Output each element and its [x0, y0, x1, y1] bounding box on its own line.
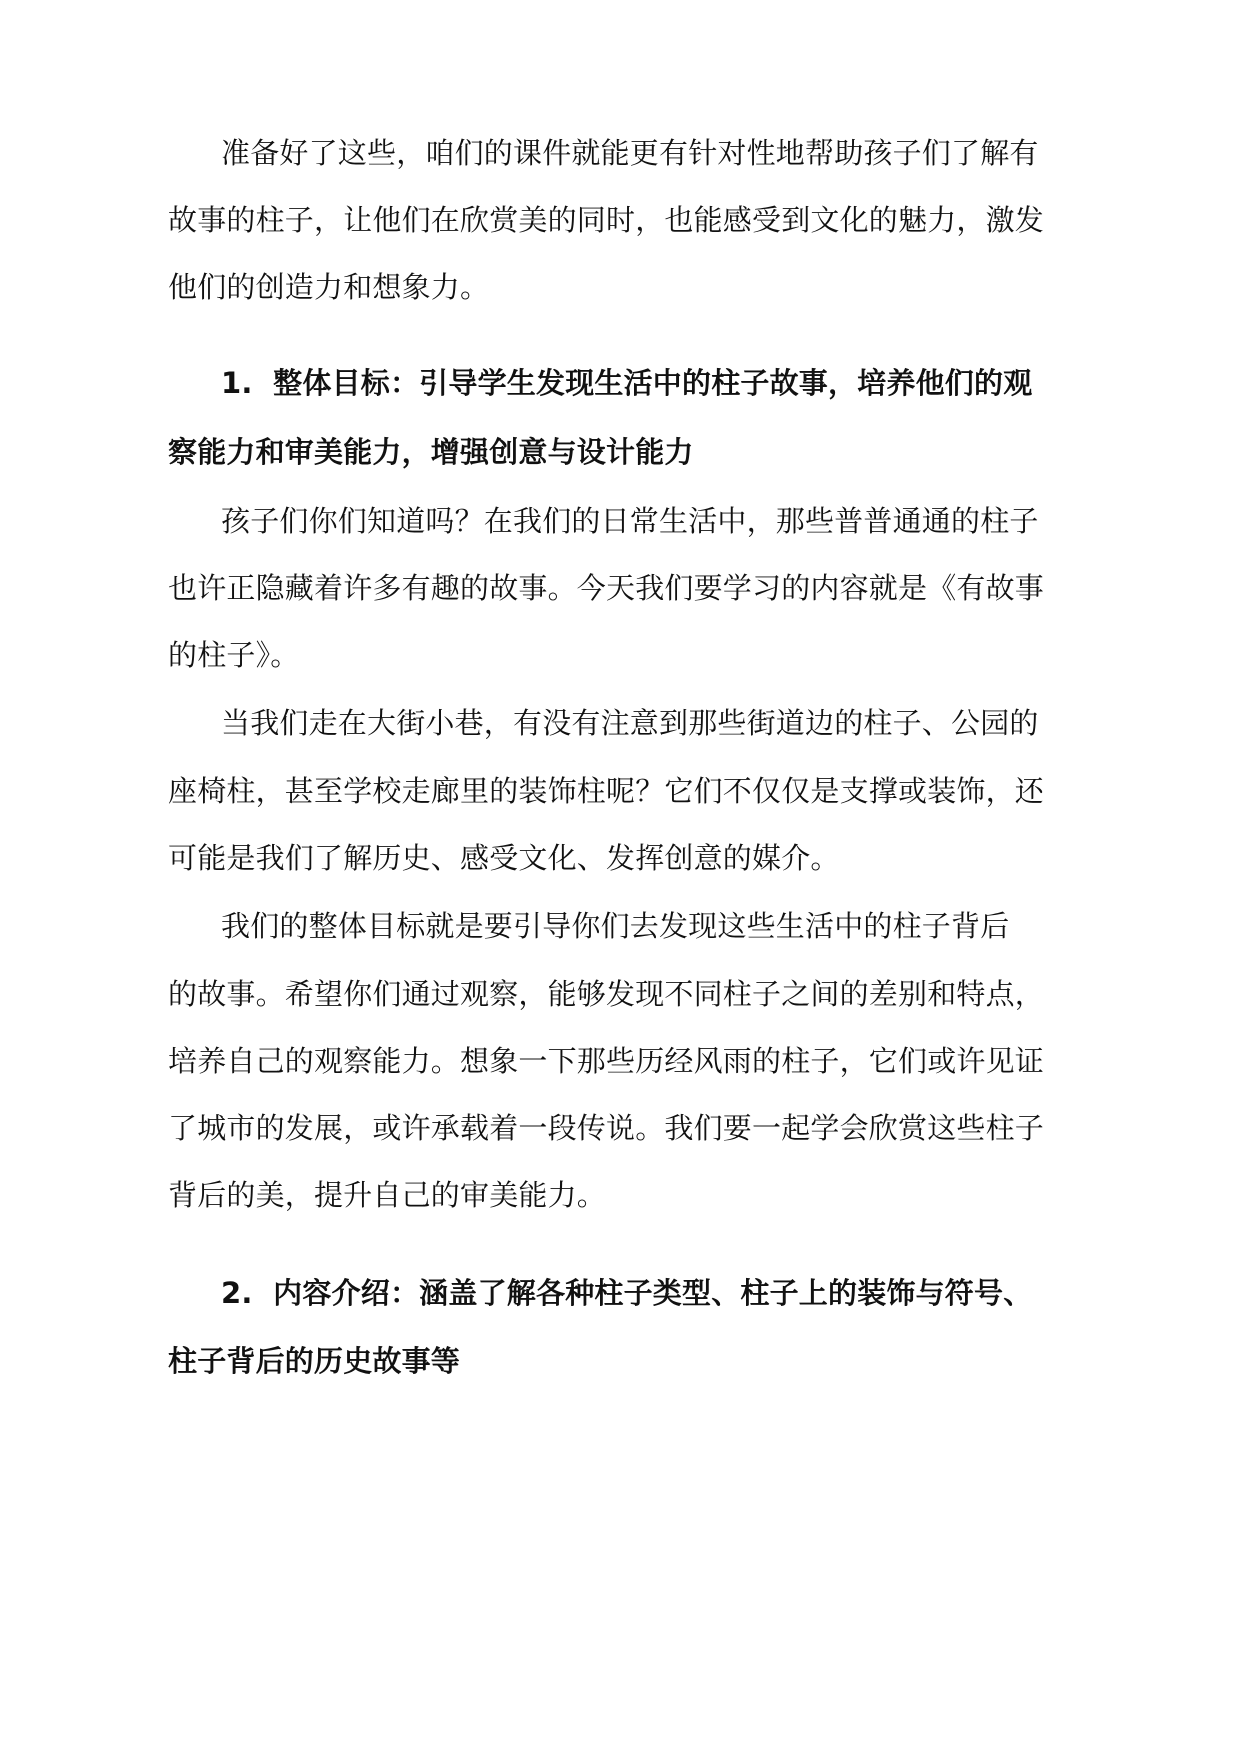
paragraph-3-line-1: 当我们走在大街小巷，有没有注意到那些街道边的柱子、公园的 — [221, 706, 1039, 740]
paragraph-4-line-4: 了城市的发展，或许承载着一段传说。我们要一起学会欣赏这些柱子 — [168, 1111, 1045, 1145]
heading-2-line-1: 2. 内容介绍：涵盖了解各种柱子类型、柱子上的装饰与符号、 — [221, 1276, 1033, 1310]
paragraph-4-line-3: 培养自己的观察能力。想象一下那些历经风雨的柱子，它们或许见证 — [168, 1044, 1045, 1078]
paragraph-3-line-3: 可能是我们了解历史、感受文化、发挥创意的媒介。 — [168, 841, 840, 875]
paragraph-4-line-5: 背后的美，提升自己的审美能力。 — [168, 1178, 607, 1212]
paragraph-2-line-3: 的柱子》。 — [168, 638, 300, 672]
paragraph-1-line-3: 他们的创造力和想象力。 — [168, 270, 490, 304]
paragraph-2-line-1: 孩子们你们知道吗？在我们的日常生活中，那些普普通通的柱子 — [221, 504, 1039, 538]
heading-2-line-2: 柱子背后的历史故事等 — [168, 1344, 461, 1378]
paragraph-3-line-2: 座椅柱，甚至学校走廊里的装饰柱呢？它们不仅仅是支撑或装饰，还 — [168, 774, 1045, 808]
paragraph-4-line-2: 的故事。希望你们通过观察，能够发现不同柱子之间的差别和特点， — [168, 977, 1045, 1011]
paragraph-2-line-2: 也许正隐藏着许多有趣的故事。今天我们要学习的内容就是《有故事 — [168, 571, 1045, 605]
paragraph-1-line-1: 准备好了这些，咱们的课件就能更有针对性地帮助孩子们了解有 — [221, 136, 1039, 170]
paragraph-1-line-2: 故事的柱子，让他们在欣赏美的同时，也能感受到文化的魅力，激发 — [168, 203, 1045, 237]
heading-1-line-1: 1. 整体目标：引导学生发现生活中的柱子故事，培养他们的观 — [221, 366, 1033, 400]
heading-1-line-2: 察能力和审美能力，增强创意与设计能力 — [168, 435, 694, 469]
paragraph-4-line-1: 我们的整体目标就是要引导你们去发现这些生活中的柱子背后 — [221, 909, 1010, 943]
